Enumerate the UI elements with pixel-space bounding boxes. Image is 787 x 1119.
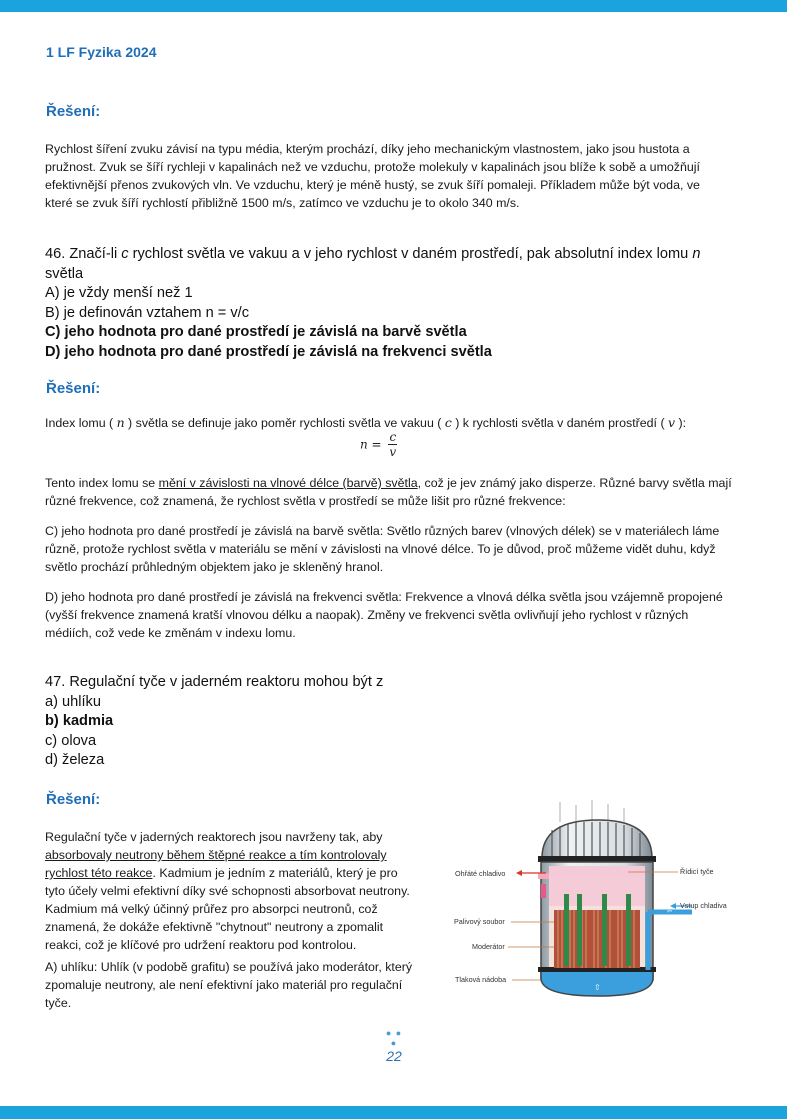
question-46 bbox=[45, 245, 745, 362]
question-47 bbox=[45, 673, 745, 771]
question-text: světla bbox=[45, 265, 84, 282]
page-header: 1 LF Fyzika 2024 bbox=[46, 44, 157, 60]
svg-text:⇦: ⇦ bbox=[667, 909, 673, 915]
underlined-text: mění v závislosti na vlnové délce (barvě) světla bbox=[158, 476, 418, 490]
page-number-text: 22 bbox=[386, 1048, 402, 1064]
text-line: různé frekvence, což znamená, že rychlost světla v prostředí se může lišit pro různé frekvence: bbox=[45, 494, 566, 508]
text-line: médiích, což vede ke změnám v indexu lomu. bbox=[45, 626, 296, 640]
text-line: tyto účely velmi efektivní díky své schopnosti absorbovat neutrony. bbox=[45, 884, 410, 898]
solution-heading: Řešení: bbox=[46, 380, 101, 397]
symbol-n: n bbox=[692, 246, 701, 262]
text-line: reakci, což je klíčové pro udržení reaktoru pod kontrolou. bbox=[45, 938, 357, 952]
symbol-c: c bbox=[444, 415, 452, 430]
option-a: A) je vždy menší než 1 bbox=[45, 285, 193, 301]
option-a: a) uhlíku bbox=[45, 693, 101, 710]
svg-text:⇧: ⇧ bbox=[594, 983, 601, 992]
text-line: zpomaluje neutrony, ale není efektivní jako materiál pro regulační bbox=[45, 978, 403, 992]
text: ) k rychlosti světla v daném prostředí ( bbox=[451, 416, 669, 430]
option-d-correct: D) jeho hodnota pro dané prostředí je závislá na frekvenci světla bbox=[45, 343, 492, 360]
text-line: efektivnější přenos zvukových vln. Ve vzduchu, který je méně hustý, se zvuk šíří pomaleji. Příkladem může být voda, ve bbox=[45, 178, 700, 192]
label-hot-coolant: Ohřáté chladivo bbox=[455, 869, 506, 878]
underlined-text: rychlost této reakce bbox=[45, 866, 153, 880]
refractive-index-formula bbox=[360, 430, 397, 459]
text-line: různě, protože rychlost světla v materiálu se mění v závislosti na vlnové délce. To je důvod, proč můžeme vidět duhu, když bbox=[45, 542, 716, 556]
fraction bbox=[388, 430, 397, 459]
text-line bbox=[45, 474, 745, 492]
dispersion-paragraph bbox=[45, 474, 745, 510]
solution-heading: Řešení: bbox=[46, 791, 101, 808]
top-accent-bar bbox=[0, 0, 787, 12]
text-line: které se zvuk šíří rychlostí přibližně 1500 m/s, zatímco ve vzduchu je to okolo 340 m/s. bbox=[45, 196, 520, 210]
text: . Kadmium je jedním z materiálů, který je pro bbox=[152, 866, 398, 880]
text-line: C) jeho hodnota pro dané prostředí je závislá na barvě světla: Světlo různých barev (vlnových délek) se v materiálech láme bbox=[45, 524, 720, 538]
option-c: c) olova bbox=[45, 732, 97, 749]
symbol-n: n bbox=[116, 415, 125, 430]
option-d-explanation bbox=[45, 588, 745, 642]
text-line: Regulační tyče v jaderných reaktorech jsou navrženy tak, aby bbox=[45, 830, 383, 844]
option-c-correct: C) jeho hodnota pro dané prostředí je závislá na barvě světla bbox=[45, 324, 467, 340]
text-line: znamená, že dokáže efektivně "chytnout" neutrony a zpomalit bbox=[45, 920, 384, 934]
rod-tips bbox=[560, 800, 624, 822]
text-line: D) jeho hodnota pro dané prostředí je závislá na frekvenci světla: Frekvence a vlnová délka světla jsou vzájemně propojené bbox=[45, 590, 723, 604]
control-rods-paragraph bbox=[45, 828, 435, 954]
text: ): bbox=[675, 416, 687, 430]
text-line bbox=[45, 864, 435, 882]
label-moderator: Moderátor bbox=[472, 942, 505, 951]
symbol-c: c bbox=[121, 246, 129, 262]
text-line: Rychlost šíření zvuku závisí na typu média, kterým prochází, díky jeho mechanickým vlastnostem, jako jsou hustota a bbox=[45, 142, 690, 156]
solution-paragraph bbox=[45, 140, 745, 212]
page-number bbox=[381, 1028, 407, 1064]
reactor-diagram bbox=[448, 800, 748, 1010]
text-line: Kadmium má velký účinný průřez pro absorpci neutronů, což bbox=[45, 902, 378, 916]
option-a-explanation bbox=[45, 958, 435, 1012]
solution-heading: Řešení: bbox=[46, 103, 101, 120]
bottom-accent-bar bbox=[0, 1106, 787, 1119]
text: Tento index lomu se bbox=[45, 476, 159, 490]
label-control-rods: Řídicí tyče bbox=[680, 867, 714, 876]
option-d: d) železa bbox=[45, 752, 105, 768]
text-line: pružnost. Zvuk se šíří rychleji v kapalinách než ve vzduchu, protože molekuly v kapalinách jsou blíže k sobě a umožňují bbox=[45, 160, 700, 174]
numerator: c bbox=[389, 430, 397, 444]
text-line: světlo prochází průhledným objektem jako je skleněný hranol. bbox=[45, 560, 384, 574]
vessel-dome bbox=[542, 820, 652, 858]
label-coolant-inlet: Vstup chladiva bbox=[680, 901, 727, 910]
label-pressure-vessel: Tlaková nádoba bbox=[455, 975, 507, 984]
option-b: B) je definován vztahem n = v/c bbox=[45, 304, 250, 321]
label-fuel-assembly: Palivový soubor bbox=[454, 917, 505, 926]
text-line: tyče. bbox=[45, 996, 72, 1010]
symbol-v: v bbox=[668, 415, 676, 430]
formula-lhs: n = bbox=[360, 437, 382, 452]
text: Index lomu ( bbox=[45, 416, 117, 430]
text: , což je jev známý jako disperze. Různé barvy světla mají bbox=[417, 476, 732, 490]
page-dots: ● ● ● bbox=[385, 1028, 403, 1048]
denominator: v bbox=[389, 445, 397, 459]
option-b-correct: b) kadmia bbox=[45, 713, 114, 729]
text-line: A) uhlíku: Uhlík (v podobě grafitu) se používá jako moderátor, který bbox=[45, 960, 413, 974]
option-c-explanation bbox=[45, 522, 745, 576]
text-line: (vyšší frekvence znamená kratší vlnovou délku a naopak). Změny ve frekvenci světla ovlivňují jeho rychlost v různých bbox=[45, 608, 689, 622]
text: ) světla se definuje jako poměr rychlosti světla ve vakuu ( bbox=[124, 416, 445, 430]
question-text: 47. Regulační tyče v jaderném reaktoru mohou být z bbox=[45, 674, 384, 690]
question-text: rychlost světla ve vakuu a v jeho rychlost v daném prostředí, pak absolutní index lomu bbox=[128, 246, 693, 262]
underlined-text: absorbovaly neutrony během štěpné reakce a tím kontrolovaly bbox=[45, 848, 387, 862]
question-text: 46. Značí-li bbox=[45, 246, 122, 262]
